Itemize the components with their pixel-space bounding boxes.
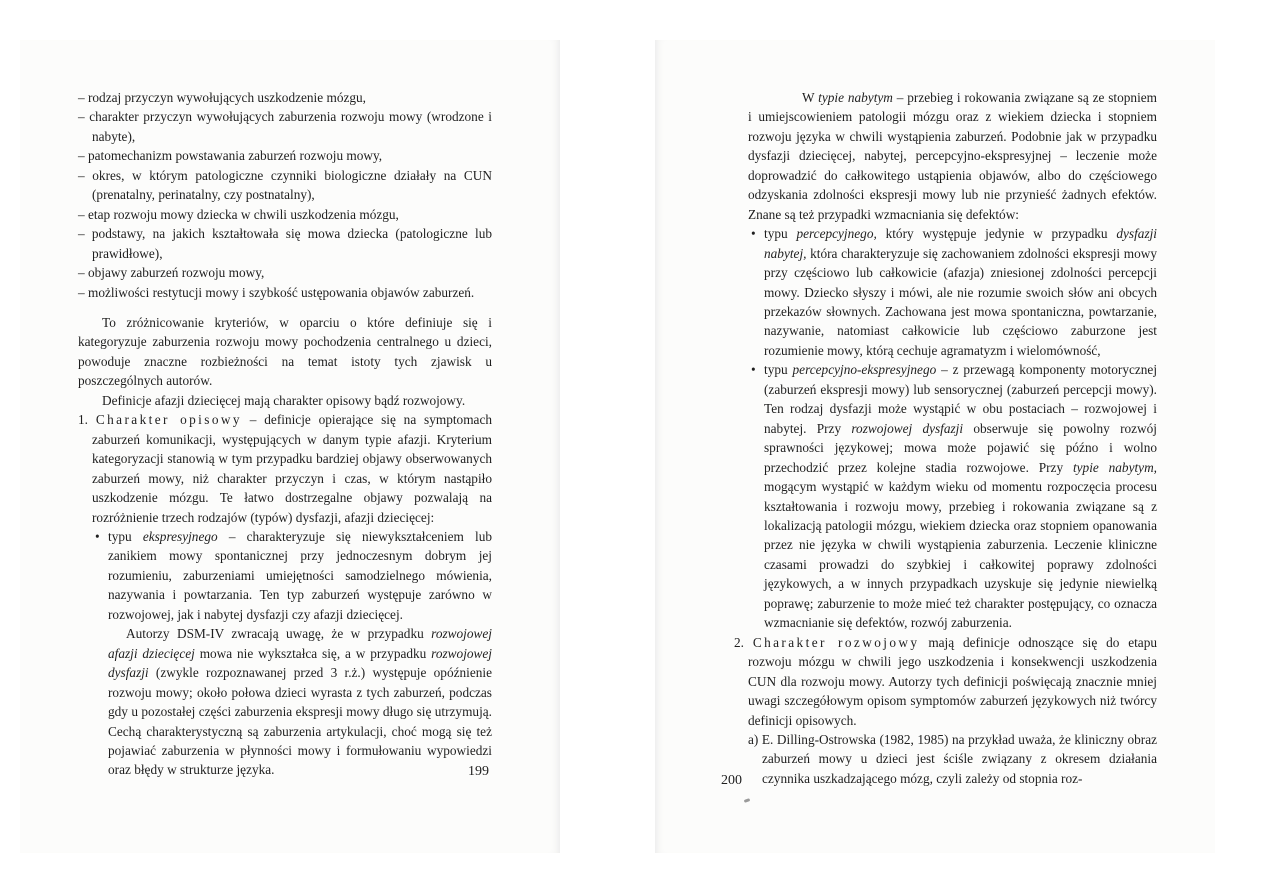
dash-item: – rodzaj przyczyn wywołujących uszkodzenie mózgu, xyxy=(78,90,366,105)
dash-item: – charakter przyczyn wywołujących zaburzenia rozwoju mowy (wrodzone i nabyte), xyxy=(78,109,492,144)
spaced-keyword: Charakter rozwojowy xyxy=(752,634,920,650)
paragraph-acquired: W typie nabytym – przebieg i rokowania związane są ze stopniem i umiejscowieniem patologii mózgu oraz z wiekiem dziecka i stopniem rozwoju języka w chwili wystąpienia zaburzeń. Podobnie jak w przypadku dysfazji dziecięcej, nabytej, percepcyjno-ekspresyjnej – leczenie może doprowadzić do całkowitego ustąpienia objawów, albo do częściowego odzyskania zdolności ekspresji mowy lub nie przynieść żadnych efektów. Znane są też przypadki wzmacniania się defektów: xyxy=(748,90,1158,222)
dash-item: – podstawy, na jakich kształtowała się mowa dziecka (patologiczne lub prawidłowe), xyxy=(78,226,492,261)
right-page-text xyxy=(734,88,1157,788)
list-item-1: 1. Charakter opisowy – definicje opierające się na symptomach zaburzeń komunikacji, występujących w danym typie afazji. Kryterium kategoryzacji stanowią w tym przypadku bardziej objawy obserwowanych zaburzeń mowy, niż charakter przyczyn i czas, w którym nastąpiło uszkodzenie mózgu. Te łatwo dostrzegalne objawy pozwalają na rozróżnienie trzech rodzajów (typów) dysfazji, afazji dziecięcej: xyxy=(78,412,493,525)
paragraph-intro: To zróżnicowanie kryteriów, w oparciu o które definiuje się i kategoryzuje zaburzenia rozwoju mowy pochodzenia centralnego u dzieci, powoduje znaczne rozbieżności na temat istoty tych zjawisk u poszczególnych autorów. xyxy=(78,314,492,389)
dash-item: – objawy zaburzeń rozwoju mowy, xyxy=(78,265,265,281)
dash-item: – okres, w którym patologiczne czynniki biologiczne działały na CUN (prenatalny, perinatalny, czy postnatalny), xyxy=(78,167,492,203)
spaced-keyword: Charakter opisowy xyxy=(95,412,242,428)
paragraph-definitions: Definicje afazji dziecięcej mają charakter opisowy bądź rozwojowy. xyxy=(102,392,466,408)
list-item-a: a) E. Dilling-Ostrowska (1982, 1985) na przykład uważa, że kliniczny obraz zaburzeń mowy u dzieci jest ściśle związany z okresem działania czynnika uszkadzającego mózg, czyli zależy od stopnia roz- xyxy=(748,731,1157,786)
bullet-expressive: • typu ekspresyjnego – charakteryzuje się niewykształceniem lub zanikiem mowy spontanicznej przy jednoczesnym dobrym jej rozumieniu, zaburzeniami umiejętności samodzielnego mówienia, nazywania i powtarzania. Ten typ zaburzeń występuje zarówno w rozwojowej, jak i nabytej dysfazji czy afazji dziecięcej. xyxy=(94,527,492,624)
gutter xyxy=(560,0,655,893)
list-item-2: 2. Charakter rozwojowy mają definicje odnoszące się do etapu rozwoju mózgu w chwili jego uszkodzenia i konsekwencji uszkodzenia CUN dla rozwoju mowy. Autorzy tych definicji poświęcają znacznie mniej uwagi szczegółowym opisom symptomów zaburzeń językowych niż twórcy definicji opisowych. xyxy=(734,634,1158,728)
paragraph-dsm: Autorzy DSM-IV zwracają uwagę, że w przypadku rozwojowej afazji dziecięcej mowa nie wykształca się, a w przypadku rozwojowej dysfazji (zwykle rozpoznawanej przed 3 r.ż.) występuje opóźnienie rozwoju mowy; około połowa dzieci wyrasta z tych zaburzeń, podczas gdy u pozostałej części zaburzenia ekspresji mowy długo się utrzymują. Cechą charakterystyczną są zaburzenia artykulacji, choć mogą się też pojawiać zaburzenia w płynności mowy i formułowaniu wypowiedzi oraz błędy w strukturze języka. xyxy=(108,626,493,778)
page-number-left: 199 xyxy=(468,764,489,779)
page-number-right: 200 xyxy=(721,773,742,788)
bullet-perceptive-expressive: • typu percepcyjno-ekspresyjnego – z przewagą komponenty motorycznej (zaburzeń ekspresji mowy) lub sensorycznej (zaburzeń percepcji mowy). Ten rodzaj dysfazji może wystąpić w obu postaciach – rozwojowej i nabytej. Przy rozwojowej dysfazji obserwuje się powolny rozwój sprawności językowej; mowa może pojawić się późno i wolno przechodzić przez kolejne stadia rozwojowe. Przy typie nabytym, mogącym wystąpić w każdym wieku od momentu rozpoczęcia procesu kształtowania i rozwoju mowy, przebieg i rokowania związane są z lokalizacją patologii mózgu, wiekiem dziecka oraz stopniem opanowania przez nie języka w chwili wystąpienia zaburzenia. Leczenie kliniczne czasami prowadzi do szybkiej i całkowitej poprawy zdolności językowych, a w innych przypadkach uzyskuje się jedynie niewielką poprawę; zaburzenie to może mieć też charakter postępujący, co oznacza wzmacnianie się defektów, rozwój zaburzenia. xyxy=(750,360,1157,632)
left-page-text xyxy=(78,88,492,780)
item-number: 1. xyxy=(78,412,88,428)
dash-item: – patomechanizm powstawania zaburzeń rozwoju mowy, xyxy=(78,148,383,164)
dash-item: – etap rozwoju mowy dziecka w chwili uszkodzenia mózgu, xyxy=(78,206,399,222)
item-number: 2. xyxy=(734,634,744,650)
bullet-perceptive: • typu percepcyjnego, który występuje jedynie w przypadku dysfazji nabytej, która charakteryzuje się zachowaniem zdolności ekspresji mowy przy częściowo lub całkowicie (afazja) zniesionej zdolności percepcji mowy. Dziecko słyszy i mówi, ale nie rozumie swoich słów ani obcych przekazów słownych. Zachowana jest mowa spontaniczna, powtarzanie, nazywanie, natomiast całkowicie lub częściowo zaburzone jest rozumienie mowy, którą cechuje agramatyzm i wielomówność, xyxy=(750,224,1157,360)
dash-item: – możliwości restytucji mowy i szybkość ustępowania objawów zaburzeń. xyxy=(78,284,475,300)
